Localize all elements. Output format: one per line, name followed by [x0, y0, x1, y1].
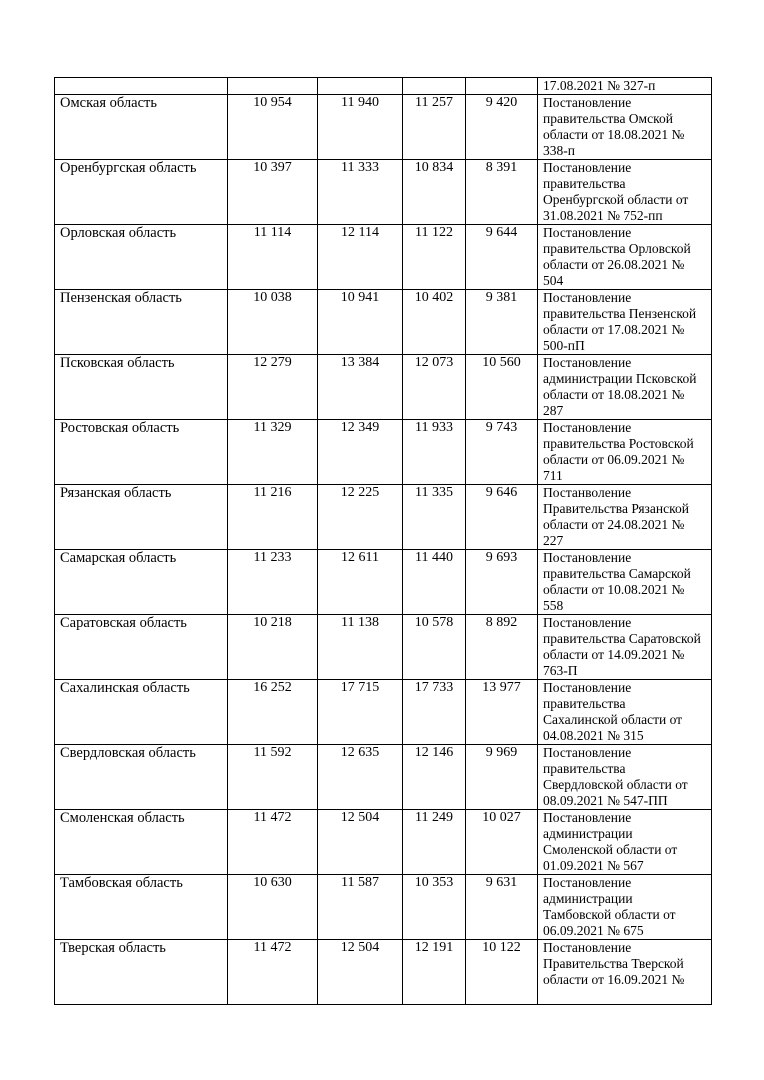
document-line: 711	[543, 468, 563, 483]
region-cell: Оренбургская область	[55, 160, 228, 225]
document-line: Постановление	[543, 875, 632, 890]
document-line: Тамбовской области от	[543, 907, 676, 922]
document-line: Оренбургской области от	[543, 192, 689, 207]
value-cell-3: 10 578	[403, 615, 466, 680]
value-cell-4	[466, 78, 538, 95]
document-cell	[538, 940, 712, 1005]
table-row	[55, 95, 712, 160]
region-cell: Рязанская область	[55, 485, 228, 550]
table-row	[55, 485, 712, 550]
value-cell-4: 9 969	[466, 745, 538, 810]
document-line: области от 18.08.2021 №	[543, 387, 685, 402]
table-row-continuation	[55, 78, 712, 95]
value-cell-1: 10 038	[228, 290, 318, 355]
value-cell-3: 12 191	[403, 940, 466, 1005]
region-cell: Свердловская область	[55, 745, 228, 810]
value-cell-3	[403, 78, 466, 95]
document-cell	[538, 485, 712, 550]
value-cell-2: 10 941	[318, 290, 403, 355]
document-line: 227	[543, 533, 564, 548]
document-line: Свердловской области от	[543, 777, 688, 792]
value-cell-3: 11 122	[403, 225, 466, 290]
document-line: 17.08.2021 № 327-п	[543, 78, 656, 93]
value-cell-4: 9 644	[466, 225, 538, 290]
document-line: правительства Омской	[543, 111, 673, 126]
table-row	[55, 875, 712, 940]
value-cell-4: 10 560	[466, 355, 538, 420]
value-cell-1: 11 114	[228, 225, 318, 290]
table-row	[55, 290, 712, 355]
value-cell-4: 10 122	[466, 940, 538, 1005]
value-cell-1: 11 592	[228, 745, 318, 810]
document-line: 06.09.2021 № 675	[543, 923, 644, 938]
document-line: 08.09.2021 № 547-ПП	[543, 793, 668, 808]
value-cell-1: 10 397	[228, 160, 318, 225]
document-line: администрации	[543, 826, 633, 841]
region-cell: Тамбовская область	[55, 875, 228, 940]
document-cell	[538, 550, 712, 615]
value-cell-2: 11 333	[318, 160, 403, 225]
value-cell-1: 10 630	[228, 875, 318, 940]
document-line: Постановление	[543, 355, 632, 370]
region-cell: Орловская область	[55, 225, 228, 290]
value-cell-2: 11 138	[318, 615, 403, 680]
value-cell-1: 11 329	[228, 420, 318, 485]
value-cell-4: 8 892	[466, 615, 538, 680]
document-cell	[538, 810, 712, 875]
document-line: 338-п	[543, 143, 575, 158]
document-line: правительства	[543, 761, 626, 776]
value-cell-2: 11 940	[318, 95, 403, 160]
value-cell-2: 12 114	[318, 225, 403, 290]
document-line: Сахалинской области от	[543, 712, 683, 727]
document-line: правительства	[543, 176, 626, 191]
table-body	[55, 78, 712, 1005]
value-cell-4: 9 646	[466, 485, 538, 550]
value-cell-4: 8 391	[466, 160, 538, 225]
value-cell-4: 13 977	[466, 680, 538, 745]
document-line: Постановление	[543, 745, 632, 760]
value-cell-2: 13 384	[318, 355, 403, 420]
document-line: области от 24.08.2021 №	[543, 517, 685, 532]
value-cell-3: 12 073	[403, 355, 466, 420]
value-cell-2: 12 504	[318, 810, 403, 875]
document-line: Постановление	[543, 680, 632, 695]
document-line: области от 18.08.2021 №	[543, 127, 685, 142]
document-cell	[538, 225, 712, 290]
document-line: правительства Ростовской	[543, 436, 694, 451]
document-line: Постановление	[543, 420, 632, 435]
value-cell-1: 11 216	[228, 485, 318, 550]
region-cell	[55, 78, 228, 95]
document-line: Постановление	[543, 225, 632, 240]
document-cell	[538, 745, 712, 810]
document-cell	[538, 615, 712, 680]
value-cell-1: 11 472	[228, 940, 318, 1005]
table-row	[55, 810, 712, 875]
table-row	[55, 615, 712, 680]
document-line: Правительства Тверской	[543, 956, 684, 971]
region-cell: Пензенская область	[55, 290, 228, 355]
value-cell-3: 11 335	[403, 485, 466, 550]
document-line: Постановление	[543, 550, 632, 565]
value-cell-3: 11 249	[403, 810, 466, 875]
regions-table	[54, 77, 712, 1005]
value-cell-3: 11 440	[403, 550, 466, 615]
value-cell-2: 12 635	[318, 745, 403, 810]
table-row	[55, 550, 712, 615]
value-cell-2: 12 504	[318, 940, 403, 1005]
value-cell-4: 10 027	[466, 810, 538, 875]
document-line: области от 16.09.2021 №	[543, 972, 685, 987]
value-cell-3: 11 257	[403, 95, 466, 160]
document-line: правительства Самарской	[543, 566, 691, 581]
document-line: Постановление	[543, 95, 632, 110]
document-line: 287	[543, 403, 564, 418]
region-cell: Сахалинская область	[55, 680, 228, 745]
region-cell: Ростовская область	[55, 420, 228, 485]
document-cell	[538, 160, 712, 225]
value-cell-2: 17 715	[318, 680, 403, 745]
document-line: 504	[543, 273, 564, 288]
document-cell	[538, 78, 712, 95]
value-cell-1: 16 252	[228, 680, 318, 745]
document-line: администрации	[543, 891, 633, 906]
region-cell: Тверская область	[55, 940, 228, 1005]
document-line: Постановление	[543, 290, 632, 305]
document-cell	[538, 680, 712, 745]
value-cell-3: 11 933	[403, 420, 466, 485]
table-row	[55, 680, 712, 745]
document-line: области от 17.08.2021 №	[543, 322, 685, 337]
value-cell-3: 12 146	[403, 745, 466, 810]
document-line: области от 06.09.2021 №	[543, 452, 685, 467]
table-row	[55, 940, 712, 1005]
table-row	[55, 420, 712, 485]
value-cell-4: 9 743	[466, 420, 538, 485]
value-cell-2: 12 611	[318, 550, 403, 615]
value-cell-4: 9 693	[466, 550, 538, 615]
value-cell-2	[318, 78, 403, 95]
region-cell: Самарская область	[55, 550, 228, 615]
document-cell	[538, 290, 712, 355]
document-line: Постановление	[543, 940, 632, 955]
value-cell-1: 11 472	[228, 810, 318, 875]
value-cell-1: 10 218	[228, 615, 318, 680]
document-line: области от 14.09.2021 №	[543, 647, 685, 662]
document-line: 500-пП	[543, 338, 585, 353]
value-cell-1: 12 279	[228, 355, 318, 420]
document-line: Смоленской области от	[543, 842, 678, 857]
value-cell-3: 10 353	[403, 875, 466, 940]
region-cell: Псковская область	[55, 355, 228, 420]
document-line: 558	[543, 598, 564, 613]
document-line: Правительства Рязанской	[543, 501, 689, 516]
value-cell-3: 10 834	[403, 160, 466, 225]
document-cell	[538, 420, 712, 485]
region-cell: Смоленская область	[55, 810, 228, 875]
document-line: 763-П	[543, 663, 578, 678]
value-cell-4: 9 381	[466, 290, 538, 355]
table-row	[55, 225, 712, 290]
document-line: области от 26.08.2021 №	[543, 257, 685, 272]
value-cell-2: 11 587	[318, 875, 403, 940]
document-line: Постанволение	[543, 485, 632, 500]
document-line: 04.08.2021 № 315	[543, 728, 644, 743]
table-row	[55, 160, 712, 225]
document-line: Постановление	[543, 810, 632, 825]
document-line: 01.09.2021 № 567	[543, 858, 644, 873]
document-line: Постановление	[543, 615, 632, 630]
document-cell	[538, 875, 712, 940]
value-cell-3: 17 733	[403, 680, 466, 745]
value-cell-3: 10 402	[403, 290, 466, 355]
document-cell	[538, 355, 712, 420]
document-line: правительства Орловской	[543, 241, 691, 256]
value-cell-4: 9 420	[466, 95, 538, 160]
value-cell-1	[228, 78, 318, 95]
document-line: администрации Псковской	[543, 371, 697, 386]
table-row	[55, 355, 712, 420]
value-cell-1: 10 954	[228, 95, 318, 160]
document-line: области от 10.08.2021 №	[543, 582, 685, 597]
document-line: 31.08.2021 № 752-пп	[543, 208, 663, 223]
document-line: правительства Пензенской	[543, 306, 697, 321]
document-line: правительства Саратовской	[543, 631, 701, 646]
table-row	[55, 745, 712, 810]
document-line: правительства	[543, 696, 626, 711]
value-cell-1: 11 233	[228, 550, 318, 615]
document-cell	[538, 95, 712, 160]
value-cell-2: 12 225	[318, 485, 403, 550]
value-cell-4: 9 631	[466, 875, 538, 940]
region-cell: Омская область	[55, 95, 228, 160]
value-cell-2: 12 349	[318, 420, 403, 485]
document-line: Постановление	[543, 160, 632, 175]
region-cell: Саратовская область	[55, 615, 228, 680]
